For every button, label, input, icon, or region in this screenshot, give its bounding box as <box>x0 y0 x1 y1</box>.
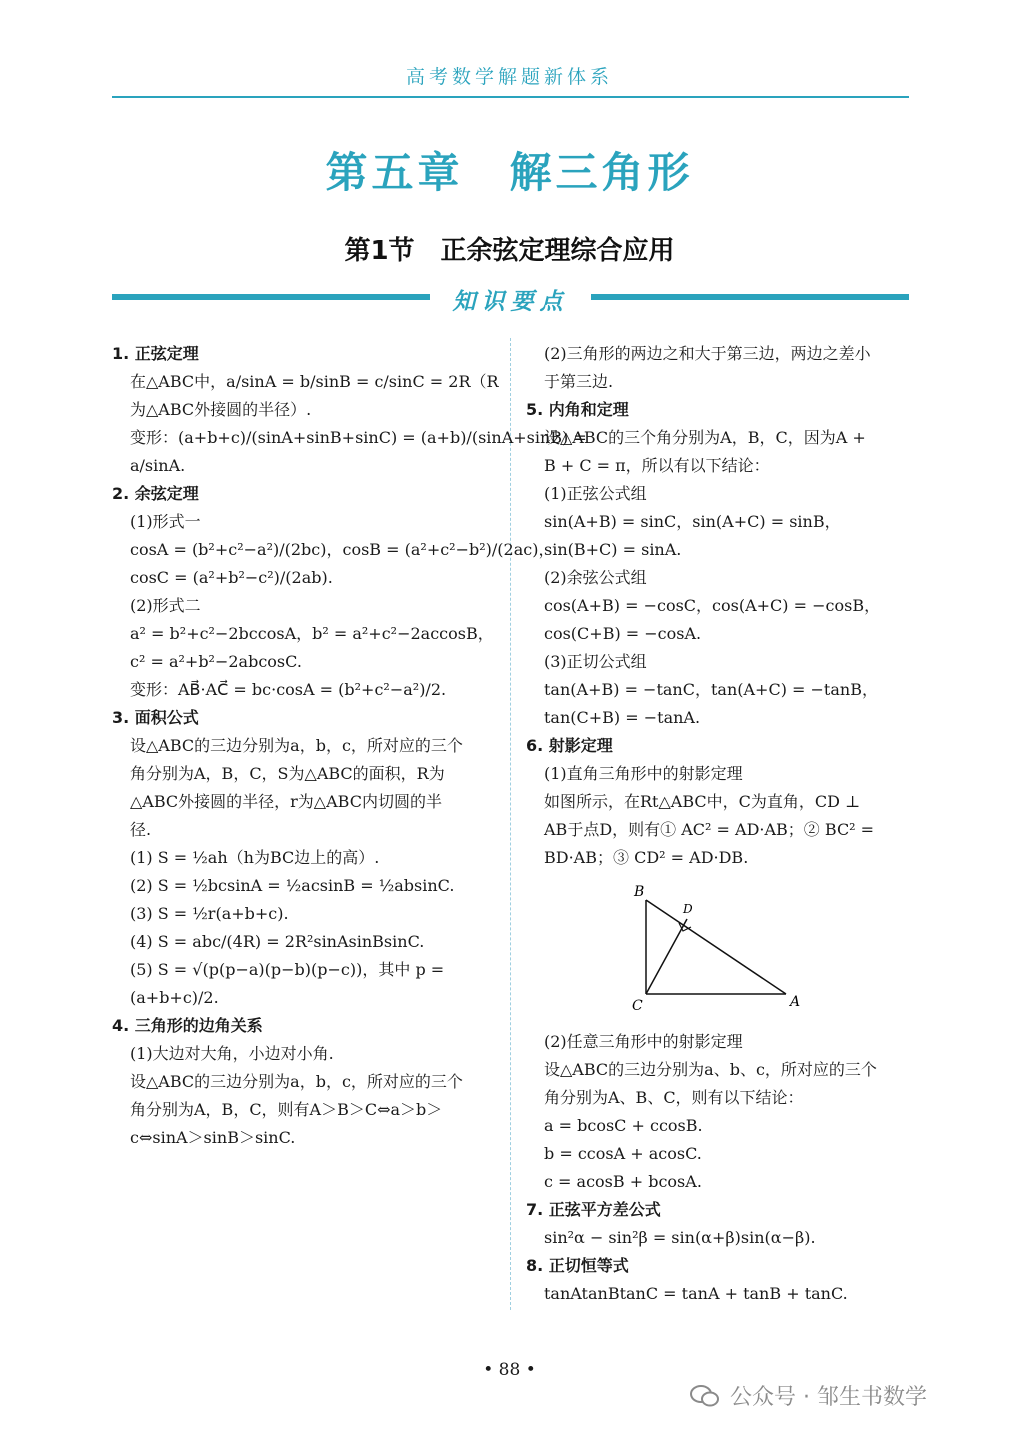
right-column <box>526 340 918 1308</box>
text-line: 如图所示，在Rt△ABC中，C为直角，CD ⊥ <box>544 792 861 811</box>
text-line: cosC = (a²+b²−c²)/(2ab). <box>130 568 333 587</box>
text-line: a = bcosC + ccosB. <box>544 1116 703 1135</box>
section-heading: 5. 内角和定理 <box>526 400 629 419</box>
text-line: (1)正弦公式组 <box>544 484 647 503</box>
text-line: 为△ABC外接圆的半径）. <box>130 400 312 419</box>
text-line: tan(C+B) = −tanA. <box>544 708 701 727</box>
vertex-label-d: D <box>683 902 693 916</box>
text-line: 变形：(a+b+c)/(sinA+sinB+sinC) = (a+b)/(sinA+sinB) = <box>130 428 587 447</box>
text-line: a² = b²+c²−2bccosA，b² = a²+c²−2accosB， <box>130 624 494 643</box>
text-line: sin(A+B) = sinC，sin(A+C) = sinB， <box>544 512 841 531</box>
text-line: cosA = (b²+c²−a²)/(2bc)，cosB = (a²+c²−b²)/(2ac)， <box>130 540 555 559</box>
text-line: 设△ABC的三边分别为a，b，c，所对应的三个 <box>130 736 463 755</box>
wechat-icon <box>690 1385 720 1407</box>
text-line: b = ccosA + acosC. <box>544 1144 702 1163</box>
text-line: 角分别为A，B，C，则有A＞B＞C⇔a＞b＞ <box>130 1100 443 1119</box>
text-line: 在△ABC中，a/sinA = b/sinB = c/sinC = 2R（R <box>130 372 499 391</box>
chapter-title: 第五章 解三角形 <box>325 148 694 197</box>
banner-bar-right <box>591 294 909 300</box>
altitude-cd <box>646 919 687 994</box>
vertex-label-a: A <box>790 994 801 1010</box>
text-line: cos(C+B) = −cosA. <box>544 624 702 643</box>
text-line: (2)任意三角形中的射影定理 <box>544 1032 743 1051</box>
text-line: AB于点D，则有① AC² = AD·AB；② BC² = <box>544 820 875 839</box>
text-line: (2) S = ½bcsinA = ½acsinB = ½absinC. <box>130 876 455 895</box>
text-line: (1) S = ½ah（h为BC边上的高）. <box>130 848 380 867</box>
page-number: • 88 • <box>483 1360 536 1380</box>
text-line: c = acosB + bcosA. <box>544 1172 702 1191</box>
side-ab <box>646 900 786 994</box>
text-line: (1)大边对大角，小边对小角. <box>130 1044 334 1063</box>
banner-bar-left <box>112 294 430 300</box>
text-line: (1)形式一 <box>130 512 201 531</box>
section-title: 第1节 正余弦定理综合应用 <box>344 236 675 266</box>
text-line: BD·AB；③ CD² = AD·DB. <box>544 848 749 867</box>
text-line: (3) S = ½r(a+b+c). <box>130 904 289 923</box>
watermark <box>690 1380 927 1411</box>
column-divider <box>510 338 511 1310</box>
text-line: cos(A+B) = −cosC，cos(A+C) = −cosB， <box>544 596 881 615</box>
text-line: (4) S = abc/(4R) = 2R²sinAsinBsinC. <box>130 932 425 951</box>
section-heading: 1. 正弦定理 <box>112 344 199 363</box>
text-line: c⇔sinA＞sinB＞sinC. <box>130 1128 296 1147</box>
section-heading: 6. 射影定理 <box>526 736 613 755</box>
section-heading: 7. 正弦平方差公式 <box>526 1200 661 1219</box>
projection-figure <box>526 882 918 1020</box>
section-heading: 8. 正切恒等式 <box>526 1256 629 1275</box>
text-line: B + C = π，所以有以下结论： <box>544 456 770 475</box>
text-line: 角分别为A、B、C，则有以下结论： <box>544 1088 804 1107</box>
text-line: 设△ABC的三个角分别为A，B，C，因为A + <box>544 428 866 447</box>
text-line: △ABC外接圆的半径，r为△ABC内切圆的半 <box>130 792 442 811</box>
text-line: 设△ABC的三边分别为a，b，c，所对应的三个 <box>130 1072 463 1091</box>
section-heading: 4. 三角形的边角关系 <box>112 1016 263 1035</box>
text-line: 于第三边. <box>544 372 614 391</box>
right-triangle-diagram <box>626 882 816 1020</box>
text-line: tanAtanBtanC = tanA + tanB + tanC. <box>544 1284 848 1303</box>
knowledge-banner <box>112 283 909 313</box>
vertex-label-c: C <box>632 998 643 1014</box>
text-line: (2)三角形的两边之和大于第三边，两边之差小 <box>544 344 871 363</box>
text-line: a/sinA. <box>130 456 186 475</box>
text-line: (a+b+c)/2. <box>130 988 219 1007</box>
text-line: (5) S = √(p(p−a)(p−b)(p−c))，其中 p = <box>130 960 445 979</box>
header-rule <box>112 96 909 98</box>
text-line: 径. <box>130 820 152 839</box>
text-line: sin²α − sin²β = sin(α+β)sin(α−β). <box>544 1228 816 1247</box>
section-heading: 2. 余弦定理 <box>112 484 199 503</box>
banner-text: 知识要点 <box>452 289 569 315</box>
watermark-text: 公众号 · 邹生书数学 <box>730 1385 927 1410</box>
text-line: (3)正切公式组 <box>544 652 647 671</box>
section-heading: 3. 面积公式 <box>112 708 199 727</box>
text-line: c² = a²+b²−2abcosC. <box>130 652 302 671</box>
text-line: (2)形式二 <box>130 596 201 615</box>
text-line: 变形：AB⃗·AC⃗ = bc·cosA = (b²+c²−a²)/2. <box>130 680 447 699</box>
text-line: 设△ABC的三边分别为a、b、c，所对应的三个 <box>544 1060 877 1079</box>
text-line: tan(A+B) = −tanC，tan(A+C) = −tanB， <box>544 680 878 699</box>
text-line: sin(B+C) = sinA. <box>544 540 682 559</box>
running-head: 高考数学解题新体系 <box>405 66 613 88</box>
text-line: 角分别为A，B，C，S为△ABC的面积，R为 <box>130 764 445 783</box>
vertex-label-b: B <box>634 884 645 900</box>
text-line: (1)直角三角形中的射影定理 <box>544 764 743 783</box>
text-line: (2)余弦公式组 <box>544 568 647 587</box>
